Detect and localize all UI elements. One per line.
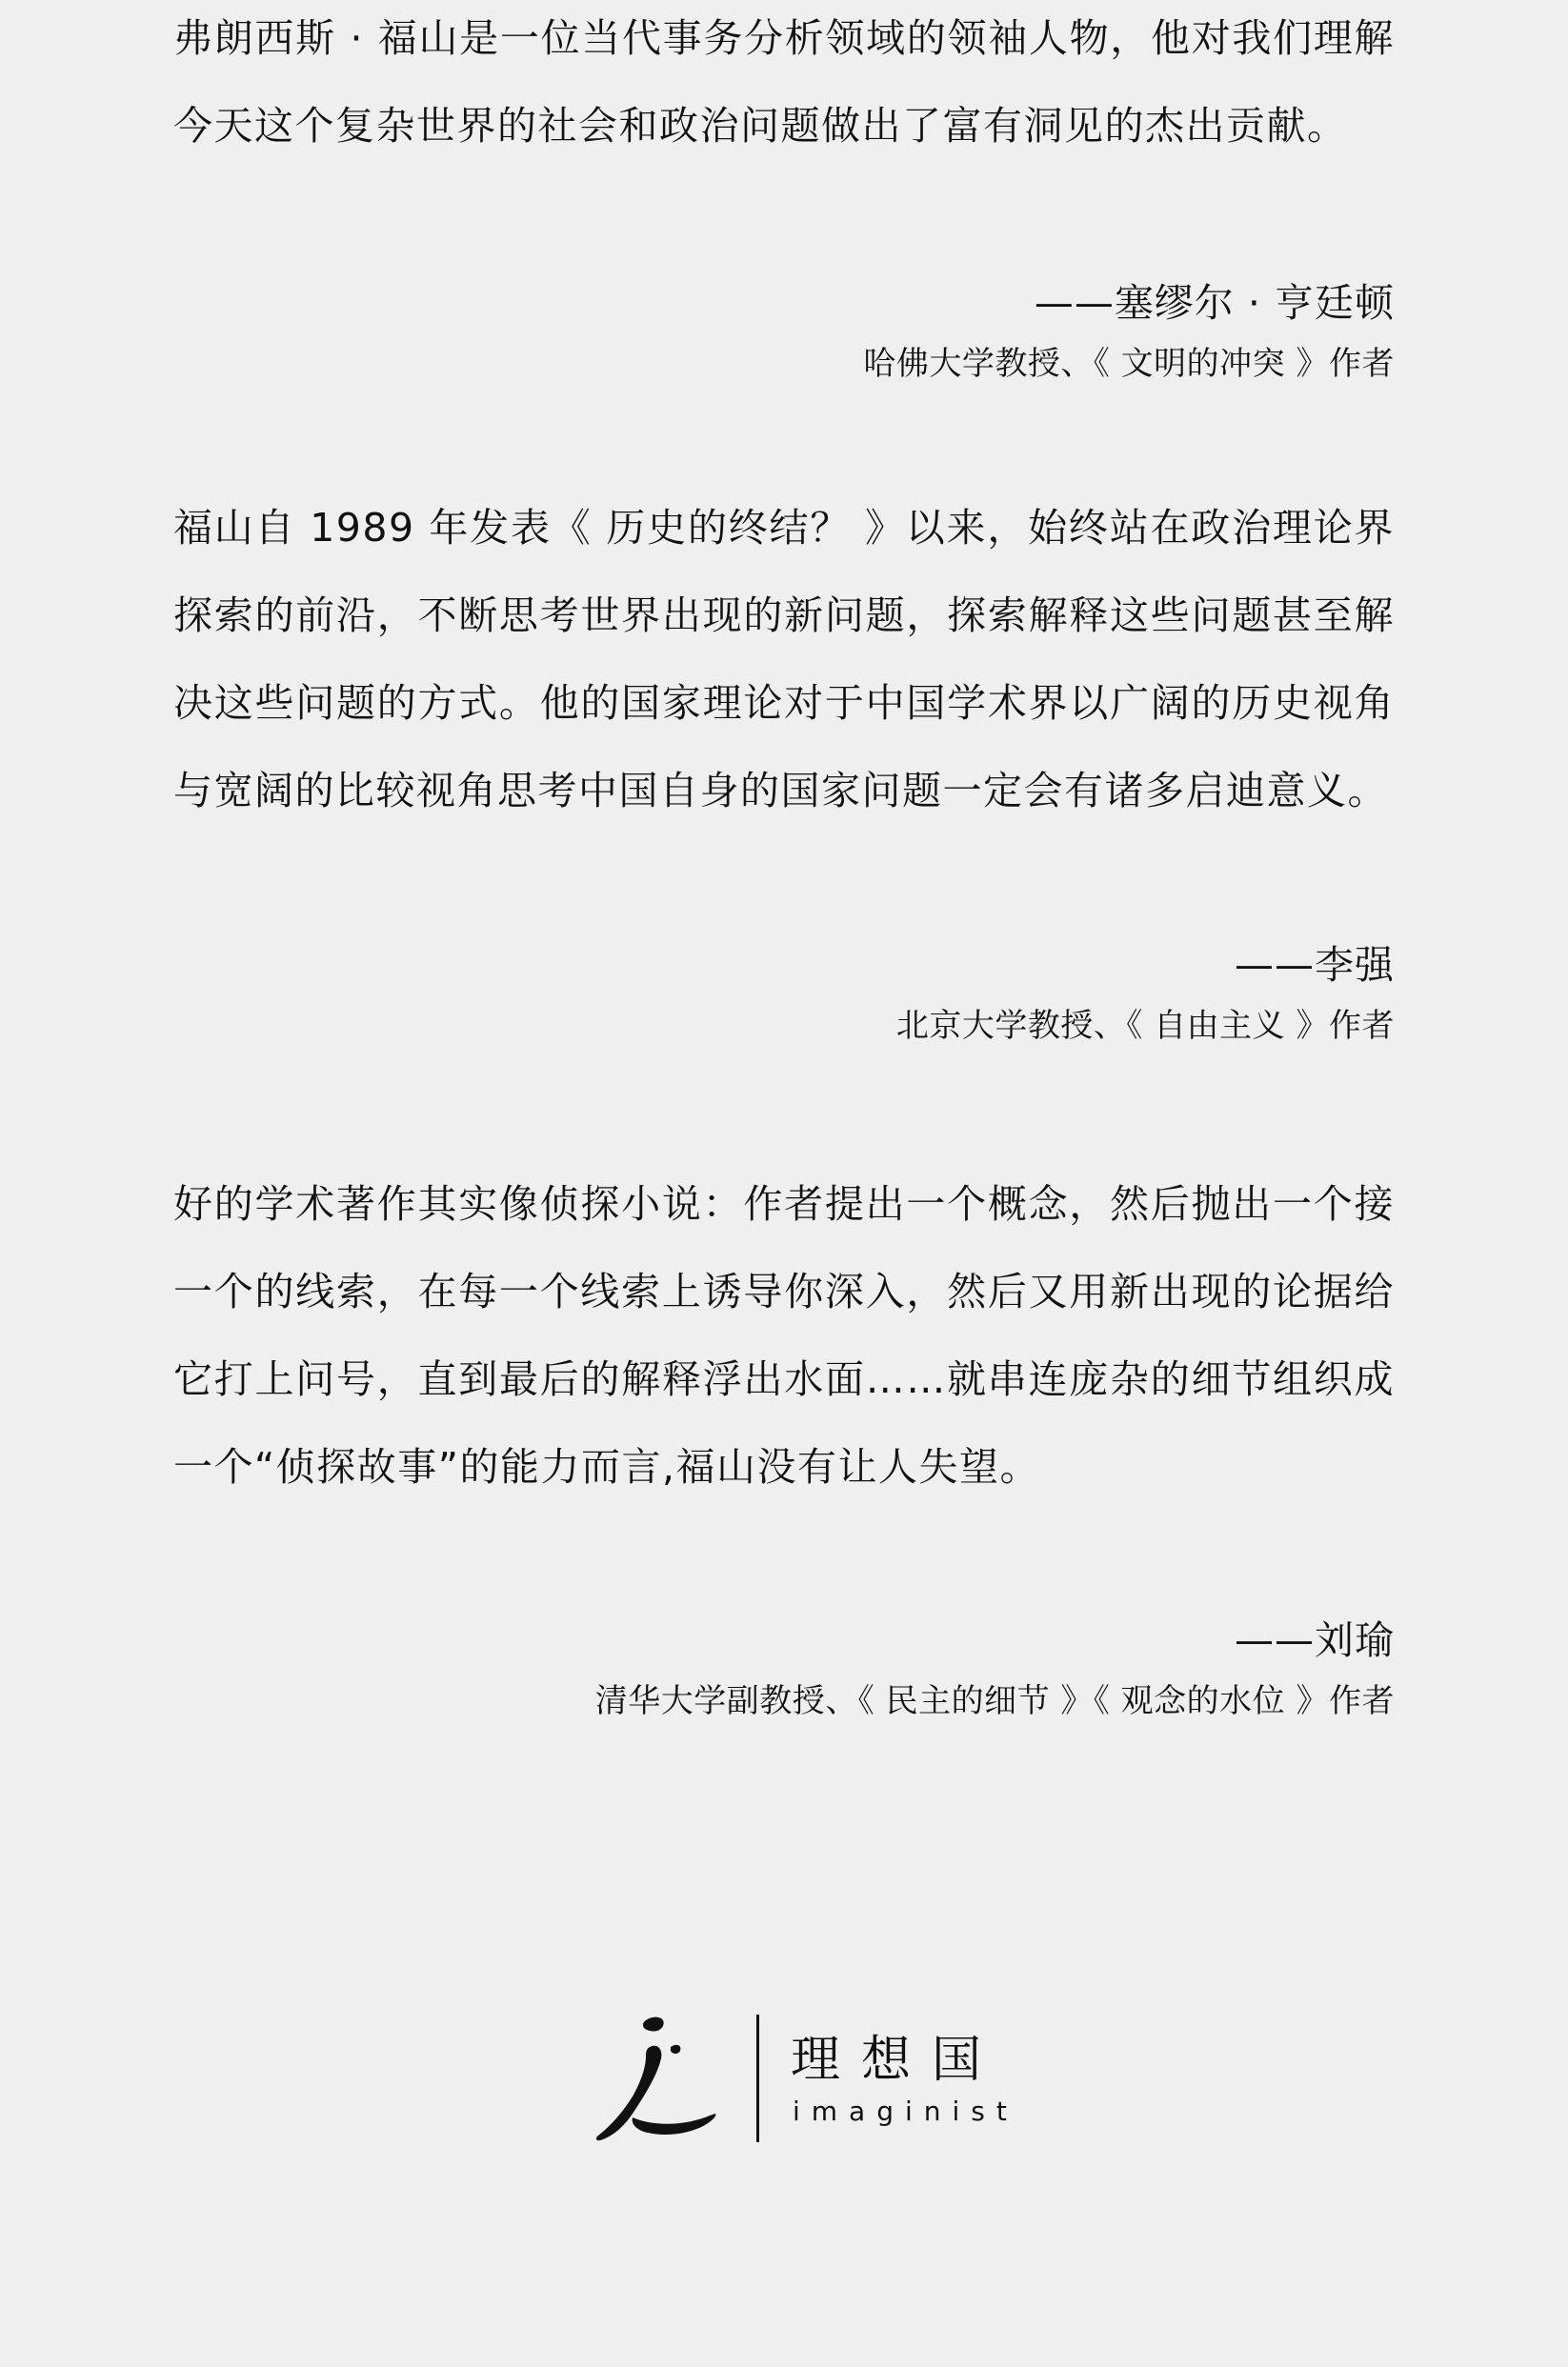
quote-text: 好的学术著作其实像侦探小说：作者提出一个概念，然后抛出一个接一个的线索，在每一个线索上诱导你深入，然后又用新出现的论据给它打上问号，直到最后的解释浮出水面……就串连庞杂的细节组织成一个“侦探故事”的能力而言,福山没有让人失望。: [173, 1181, 1395, 1490]
publisher-logo: [591, 2005, 1018, 2148]
attribution-title-liu-yu: [173, 1678, 1395, 1724]
attribution-title-li-qiang: [173, 1003, 1395, 1049]
quote-author-title: 哈佛大学教授、《 文明的冲突 》作者: [863, 345, 1395, 383]
quote-author: ——塞缪尔 · 亨廷顿: [1034, 280, 1395, 326]
attribution-huntington: [173, 274, 1395, 331]
quote-text: 弗朗西斯 · 福山是一位当代事务分析领域的领袖人物，他对我们理解今天这个复杂世界的社会和政治问题做出了富有洞见的杰出贡献。: [173, 15, 1395, 149]
attribution-liu-yu: [173, 1612, 1395, 1669]
quote-author-title: 清华大学副教授、《 民主的细节 》《 观念的水位 》作者: [594, 1682, 1395, 1720]
quote-text: 福山自 1989 年发表《 历史的终结？ 》以来，始终站在政治理论界探索的前沿，不断思考世界出现的新问题，探索解释这些问题甚至解决这些问题的方式。他的国家理论对于中国学术界以广阔的历史视角与宽阔的比较视角思考中国自身的国家问题一定会有诸多启迪意义。: [173, 505, 1395, 813]
quote-block-huntington: [173, 0, 1395, 170]
quote-block-liu-yu: [173, 1160, 1395, 1511]
logo-chinese-name: 理想国: [791, 2032, 1003, 2089]
imaginist-calligraphy-i-logo-icon: [591, 2005, 734, 2148]
attribution-li-qiang: [173, 936, 1395, 993]
quote-author: ——李强: [1235, 942, 1395, 988]
attribution-title-huntington: [173, 341, 1395, 387]
quote-author: ——刘瑜: [1235, 1617, 1395, 1663]
logo-english-name: imaginist: [793, 2096, 1018, 2127]
logo-divider: [756, 2015, 759, 2142]
quote-block-li-qiang: [173, 484, 1395, 834]
quote-author-title: 北京大学教授、《 自由主义 》作者: [895, 1007, 1395, 1045]
